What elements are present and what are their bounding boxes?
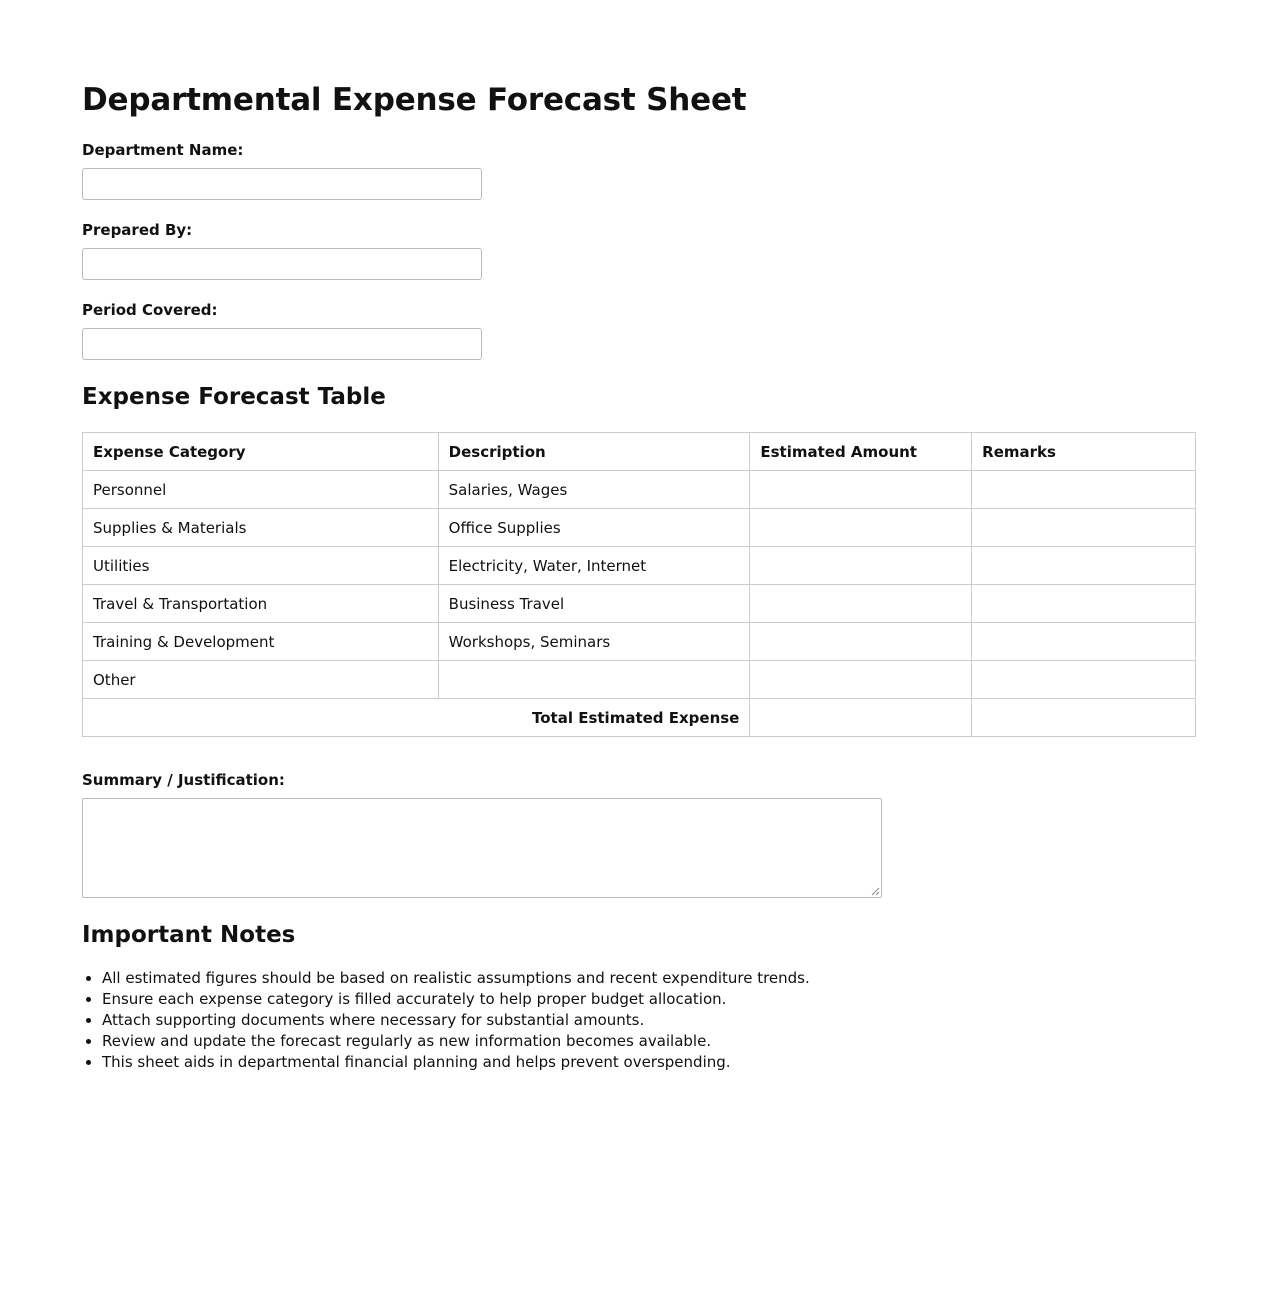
expense-table-heading: Expense Forecast Table xyxy=(82,384,386,410)
table-row xyxy=(83,623,1196,661)
important-notes-list xyxy=(82,968,1196,1073)
column-header-description: Description xyxy=(438,433,750,471)
total-remarks-cell[interactable] xyxy=(972,699,1196,737)
description-cell: Business Travel xyxy=(438,585,750,623)
table-header-row xyxy=(83,433,1196,471)
table-row xyxy=(83,509,1196,547)
remarks-cell[interactable] xyxy=(972,547,1196,585)
table-row xyxy=(83,547,1196,585)
department-name-input[interactable] xyxy=(82,168,482,200)
table-row xyxy=(83,661,1196,699)
list-item: • Review and update the forecast regularly as new information becomes available. xyxy=(102,1031,1196,1052)
resize-handle-icon[interactable] xyxy=(871,887,880,896)
page-title: Departmental Expense Forecast Sheet xyxy=(82,82,747,118)
amount-cell[interactable] xyxy=(750,509,972,547)
period-covered-field xyxy=(82,301,1196,360)
prepared-by-label: Prepared By: xyxy=(82,221,193,239)
prepared-by-input[interactable] xyxy=(82,248,482,280)
category-cell: Personnel xyxy=(83,471,439,509)
list-item: • Attach supporting documents where necessary for substantial amounts. xyxy=(102,1010,1196,1031)
summary-textarea[interactable] xyxy=(82,798,882,898)
list-item: • This sheet aids in departmental financial planning and helps prevent overspending. xyxy=(102,1052,1196,1073)
prepared-by-field xyxy=(82,221,1196,280)
category-cell: Travel & Transportation xyxy=(83,585,439,623)
category-cell: Training & Development xyxy=(83,623,439,661)
remarks-cell[interactable] xyxy=(972,509,1196,547)
amount-cell[interactable] xyxy=(750,547,972,585)
remarks-cell[interactable] xyxy=(972,623,1196,661)
amount-cell[interactable] xyxy=(750,585,972,623)
description-cell: Salaries, Wages xyxy=(438,471,750,509)
category-cell: Supplies & Materials xyxy=(83,509,439,547)
period-covered-label: Period Covered: xyxy=(82,301,218,319)
list-item: • Ensure each expense category is filled accurately to help proper budget allocation. xyxy=(102,989,1196,1010)
amount-cell[interactable] xyxy=(750,623,972,661)
period-covered-input[interactable] xyxy=(82,328,482,360)
summary-field xyxy=(82,771,1196,898)
total-estimated-expense-label: Total Estimated Expense xyxy=(83,699,750,737)
department-name-field xyxy=(82,141,1196,200)
column-header-category: Expense Category xyxy=(83,433,439,471)
table-row xyxy=(83,585,1196,623)
remarks-cell[interactable] xyxy=(972,471,1196,509)
total-amount-cell[interactable] xyxy=(750,699,972,737)
description-cell: Office Supplies xyxy=(438,509,750,547)
column-header-remarks: Remarks xyxy=(972,433,1196,471)
table-row xyxy=(83,471,1196,509)
column-header-amount: Estimated Amount xyxy=(750,433,972,471)
amount-cell[interactable] xyxy=(750,471,972,509)
list-item: • All estimated figures should be based on realistic assumptions and recent expenditure trends. xyxy=(102,968,1196,989)
expense-forecast-table xyxy=(82,432,1196,737)
category-cell: Utilities xyxy=(83,547,439,585)
total-row xyxy=(83,699,1196,737)
amount-cell[interactable] xyxy=(750,661,972,699)
description-cell: Electricity, Water, Internet xyxy=(438,547,750,585)
summary-label: Summary / Justification: xyxy=(82,771,285,789)
department-name-label: Department Name: xyxy=(82,141,244,159)
category-cell: Other xyxy=(83,661,439,699)
description-cell: Workshops, Seminars xyxy=(438,623,750,661)
remarks-cell[interactable] xyxy=(972,585,1196,623)
important-notes-heading: Important Notes xyxy=(82,922,296,948)
description-cell[interactable] xyxy=(438,661,750,699)
remarks-cell[interactable] xyxy=(972,661,1196,699)
